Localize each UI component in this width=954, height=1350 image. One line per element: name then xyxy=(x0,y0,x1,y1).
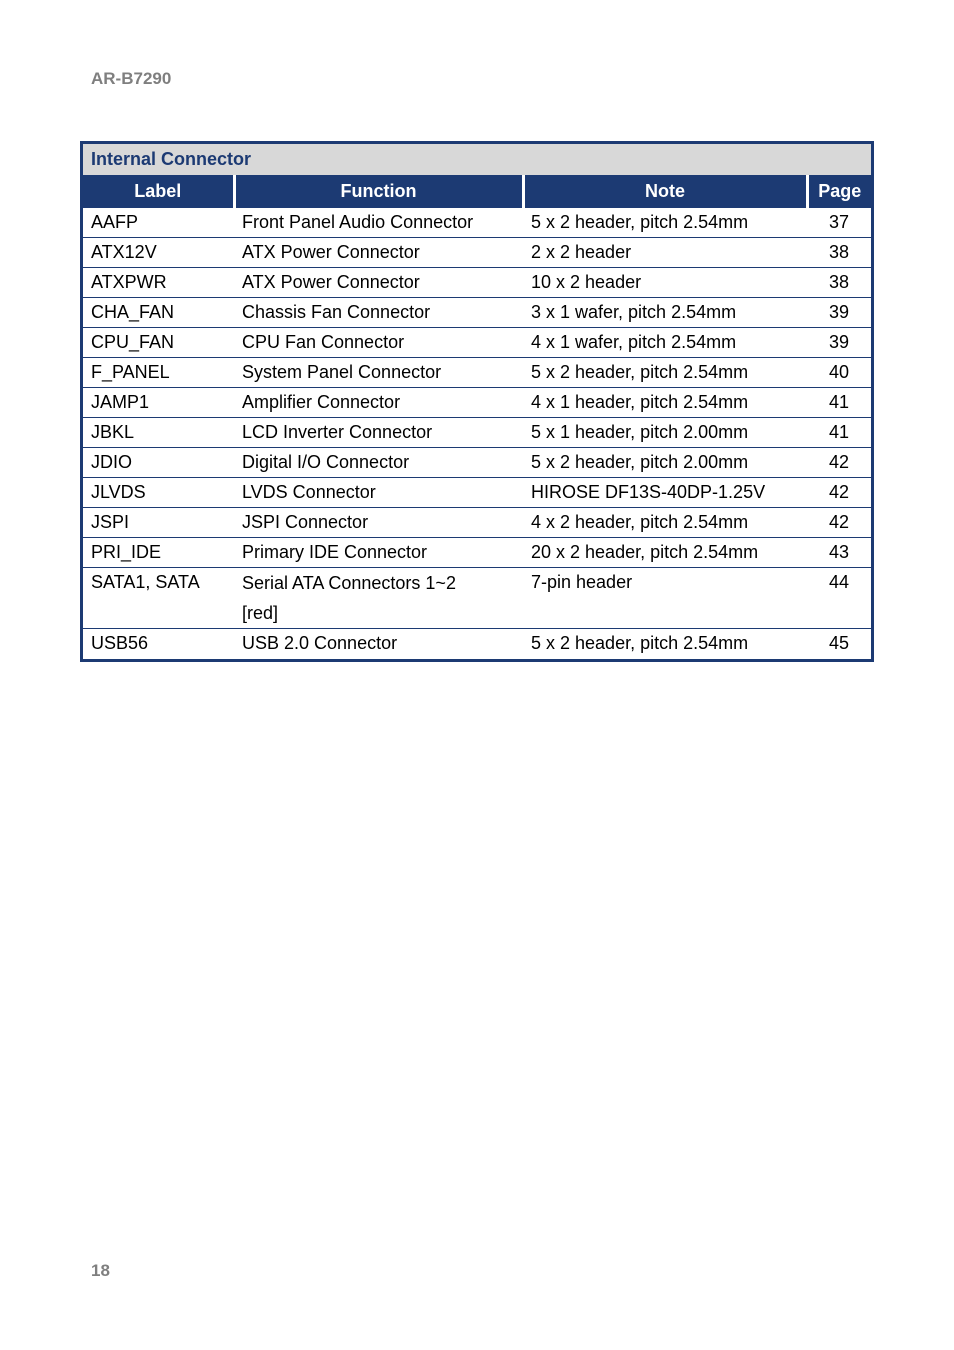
table-row xyxy=(83,298,871,328)
cell-function: USB 2.0 Connector xyxy=(234,629,523,659)
cell-label: JDIO xyxy=(83,448,234,478)
table-row xyxy=(83,418,871,448)
table-row xyxy=(83,328,871,358)
cell-function: JSPI Connector xyxy=(234,508,523,538)
table-row xyxy=(83,208,871,238)
table-row xyxy=(83,478,871,508)
model-name: AR-B7290 xyxy=(91,69,172,88)
cell-function: ATX Power Connector xyxy=(234,238,523,268)
cell-page: 44 xyxy=(807,568,871,629)
cell-note: 5 x 1 header, pitch 2.00mm xyxy=(523,418,807,448)
cell-function: LCD Inverter Connector xyxy=(234,418,523,448)
table-row xyxy=(83,629,871,659)
cell-label: CPU_FAN xyxy=(83,328,234,358)
cell-page: 42 xyxy=(807,508,871,538)
column-header-page: Page xyxy=(807,175,871,208)
cell-label: JBKL xyxy=(83,418,234,448)
table-row xyxy=(83,238,871,268)
cell-page: 43 xyxy=(807,538,871,568)
cell-note: 5 x 2 header, pitch 2.54mm xyxy=(523,358,807,388)
cell-function: Amplifier Connector xyxy=(234,388,523,418)
cell-function xyxy=(234,568,523,629)
table-row xyxy=(83,358,871,388)
cell-note: 2 x 2 header xyxy=(523,238,807,268)
column-header-function: Function xyxy=(234,175,523,208)
column-header-label: Label xyxy=(83,175,234,208)
cell-page: 39 xyxy=(807,298,871,328)
column-header-note: Note xyxy=(523,175,807,208)
cell-page: 37 xyxy=(807,208,871,238)
cell-page: 41 xyxy=(807,418,871,448)
cell-label: F_PANEL xyxy=(83,358,234,388)
page-number: 18 xyxy=(91,1261,110,1280)
cell-label: JLVDS xyxy=(83,478,234,508)
cell-function: Primary IDE Connector xyxy=(234,538,523,568)
cell-page: 39 xyxy=(807,328,871,358)
cell-label: ATX12V xyxy=(83,238,234,268)
cell-function: LVDS Connector xyxy=(234,478,523,508)
cell-function: Front Panel Audio Connector xyxy=(234,208,523,238)
cell-function-line: Serial ATA Connectors 1~2 xyxy=(242,573,456,593)
table-row xyxy=(83,268,871,298)
cell-function: CPU Fan Connector xyxy=(234,328,523,358)
internal-connector-table xyxy=(80,141,874,662)
cell-page: 38 xyxy=(807,268,871,298)
cell-page: 45 xyxy=(807,629,871,659)
cell-label: ATXPWR xyxy=(83,268,234,298)
cell-label: AAFP xyxy=(83,208,234,238)
cell-function: System Panel Connector xyxy=(234,358,523,388)
table-row xyxy=(83,508,871,538)
cell-note: 5 x 2 header, pitch 2.00mm xyxy=(523,448,807,478)
cell-note: HIROSE DF13S-40DP-1.25V xyxy=(523,478,807,508)
cell-page: 38 xyxy=(807,238,871,268)
cell-page: 40 xyxy=(807,358,871,388)
cell-note: 10 x 2 header xyxy=(523,268,807,298)
cell-page: 42 xyxy=(807,448,871,478)
cell-note: 5 x 2 header, pitch 2.54mm xyxy=(523,629,807,659)
table-row xyxy=(83,448,871,478)
table-caption: Internal Connector xyxy=(83,144,871,175)
cell-note: 4 x 2 header, pitch 2.54mm xyxy=(523,508,807,538)
cell-note: 3 x 1 wafer, pitch 2.54mm xyxy=(523,298,807,328)
table-row xyxy=(83,538,871,568)
cell-note: 4 x 1 wafer, pitch 2.54mm xyxy=(523,328,807,358)
cell-label: USB56 xyxy=(83,629,234,659)
cell-function: ATX Power Connector xyxy=(234,268,523,298)
cell-label: JAMP1 xyxy=(83,388,234,418)
cell-label: PRI_IDE xyxy=(83,538,234,568)
cell-label: JSPI xyxy=(83,508,234,538)
cell-function-line: [red] xyxy=(242,603,279,623)
table-row xyxy=(83,388,871,418)
cell-note: 7-pin header xyxy=(523,568,807,629)
cell-label: CHA_FAN xyxy=(83,298,234,328)
cell-label: SATA1, SATA xyxy=(83,568,234,629)
cell-note: 5 x 2 header, pitch 2.54mm xyxy=(523,208,807,238)
cell-function: Digital I/O Connector xyxy=(234,448,523,478)
table-row xyxy=(83,568,871,629)
cell-page: 42 xyxy=(807,478,871,508)
cell-function: Chassis Fan Connector xyxy=(234,298,523,328)
cell-page: 41 xyxy=(807,388,871,418)
cell-note: 20 x 2 header, pitch 2.54mm xyxy=(523,538,807,568)
cell-note: 4 x 1 header, pitch 2.54mm xyxy=(523,388,807,418)
